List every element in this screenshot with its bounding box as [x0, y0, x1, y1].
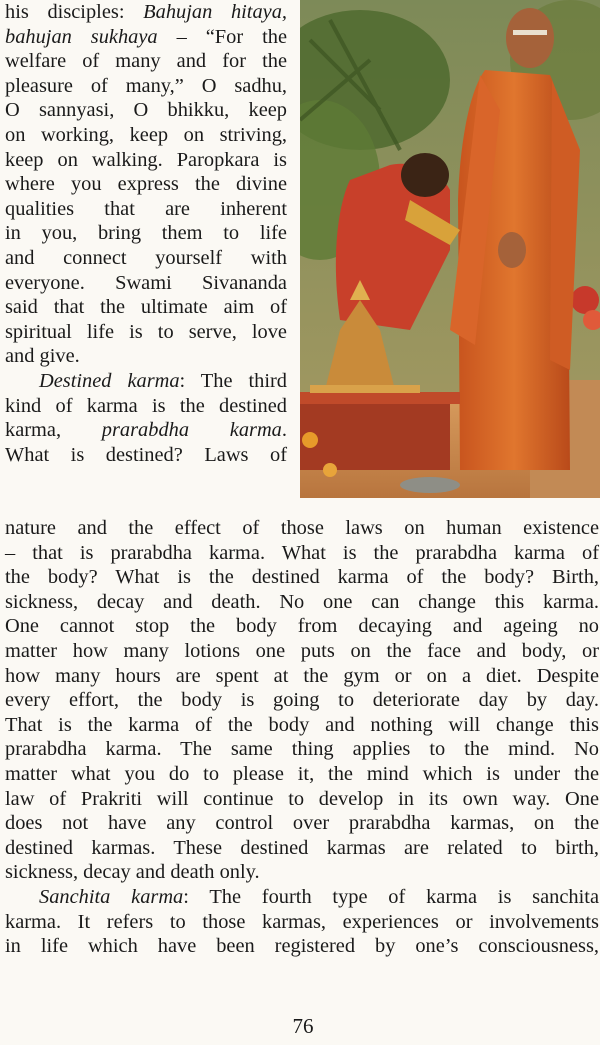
text-run: O sannyasi, O bhikku, keep: [5, 99, 287, 122]
text-run: where you express the divine: [5, 173, 287, 196]
italic-term: bahujan sukhaya: [5, 25, 158, 48]
text-full-width: [5, 516, 599, 959]
column-line: [5, 98, 287, 123]
paragraph-line: [5, 541, 599, 566]
column-line: [5, 25, 287, 50]
text-column-upper: [5, 0, 287, 467]
text-run: matter how many lotions one puts on the face and body, or: [5, 639, 599, 662]
text-run: the body? What is the destined karma of the body? Birth,: [5, 566, 599, 589]
text-run: welfare of many and for the: [5, 50, 287, 73]
column-line: [5, 320, 287, 345]
text-run: One cannot stop the body from decaying and ageing no: [5, 615, 599, 638]
photo-swami-and-devotee: [300, 0, 600, 498]
text-run: pleasure of many,” O sadhu,: [5, 74, 287, 97]
text-run: every effort, the body is going to deteriorate day by day.: [5, 689, 599, 712]
text-run: karma,: [5, 419, 102, 442]
text-run: kind of karma is the destined: [5, 394, 287, 417]
italic-term: Bahujan hitaya,: [143, 1, 288, 23]
paragraph-line: [5, 565, 599, 590]
column-line: [5, 123, 287, 148]
page-number: 76: [292, 1014, 314, 1038]
text-run: : The fourth type of karma is sanchita: [183, 885, 599, 908]
paragraph-line: [5, 639, 599, 664]
text-run: in you, bring them to life: [5, 222, 287, 245]
paragraph-line: [5, 836, 599, 861]
text-run: qualities that are inherent: [5, 197, 287, 220]
paragraph-line: [5, 934, 599, 959]
text-run: said that the ultimate aim of: [5, 296, 287, 319]
paragraph-line: [5, 885, 599, 910]
text-run: keep on walking. Paropkara is: [5, 148, 287, 171]
paragraph-line: [5, 664, 599, 689]
paragraph-line: [5, 762, 599, 787]
paragraph-line: [5, 787, 599, 812]
column-line: [5, 0, 287, 25]
text-run: and give.: [5, 345, 80, 368]
text-run: nature and the effect of those laws on human existence: [5, 517, 599, 539]
text-run: destined karmas. These destined karmas are related to birth,: [5, 836, 599, 859]
text-run: spiritual life is to serve, love: [5, 320, 287, 343]
paragraph-line: [5, 910, 599, 935]
paragraph-line: [5, 614, 599, 639]
text-run: – that is prarabdha karma. What is the prarabdha karma of: [5, 541, 599, 564]
text-run: prarabdha karma. The same thing applies to the mind. No: [5, 738, 599, 761]
paragraph-line: [5, 737, 599, 762]
italic-term: Sanchita karma: [39, 885, 184, 908]
text-run: does not have any control over prarabdha karmas, on the: [5, 812, 599, 835]
column-line: [5, 172, 287, 197]
text-run: and connect yourself with: [5, 246, 287, 269]
paragraph-line: [5, 688, 599, 713]
text-run: on working, keep on striving,: [5, 123, 287, 146]
text-run: his disciples:: [5, 1, 144, 23]
column-line: [5, 394, 287, 419]
text-run: everyone. Swami Sivananda: [5, 271, 287, 294]
text-run: sickness, decay and death only.: [5, 861, 260, 884]
text-run: .: [281, 419, 287, 442]
column-line: [5, 295, 287, 320]
column-line: [5, 221, 287, 246]
text-run: – “For the: [157, 25, 287, 48]
italic-term: Destined karma: [39, 369, 180, 392]
paragraph-line: [5, 590, 599, 615]
text-run: matter what you do to please it, the mind which is under the: [5, 762, 599, 785]
column-line: [5, 49, 287, 74]
text-run: karma. It refers to those karmas, experiences or involvements: [5, 910, 599, 933]
italic-term: prarabdha karma: [101, 419, 282, 442]
column-line: [5, 246, 287, 271]
text-run: That is the karma of the body and nothing will change this: [5, 713, 599, 736]
paragraph-line: [5, 713, 599, 738]
book-page: [3, 0, 597, 1045]
paragraph-line: [5, 860, 599, 885]
column-line: [5, 197, 287, 222]
text-run: in life which have been registered by one’s consciousness,: [5, 935, 599, 958]
paragraph-line: [5, 811, 599, 836]
text-run: law of Prakriti will continue to develop in its own way. One: [5, 787, 599, 810]
column-line: [5, 369, 287, 394]
column-line: [5, 271, 287, 296]
photo-illustration: [300, 0, 600, 498]
column-line: [5, 418, 287, 443]
text-run: : The third: [179, 369, 287, 392]
column-line: [5, 148, 287, 173]
text-run: sickness, decay and death. No one can change this karma.: [5, 590, 599, 613]
column-line: [5, 344, 287, 369]
text-run: What is destined? Laws of: [5, 443, 287, 466]
column-line: [5, 74, 287, 99]
column-line: [5, 443, 287, 468]
paragraph-line: [5, 516, 599, 541]
text-run: how many hours are spent at the gym or on a diet. Despite: [5, 664, 599, 687]
